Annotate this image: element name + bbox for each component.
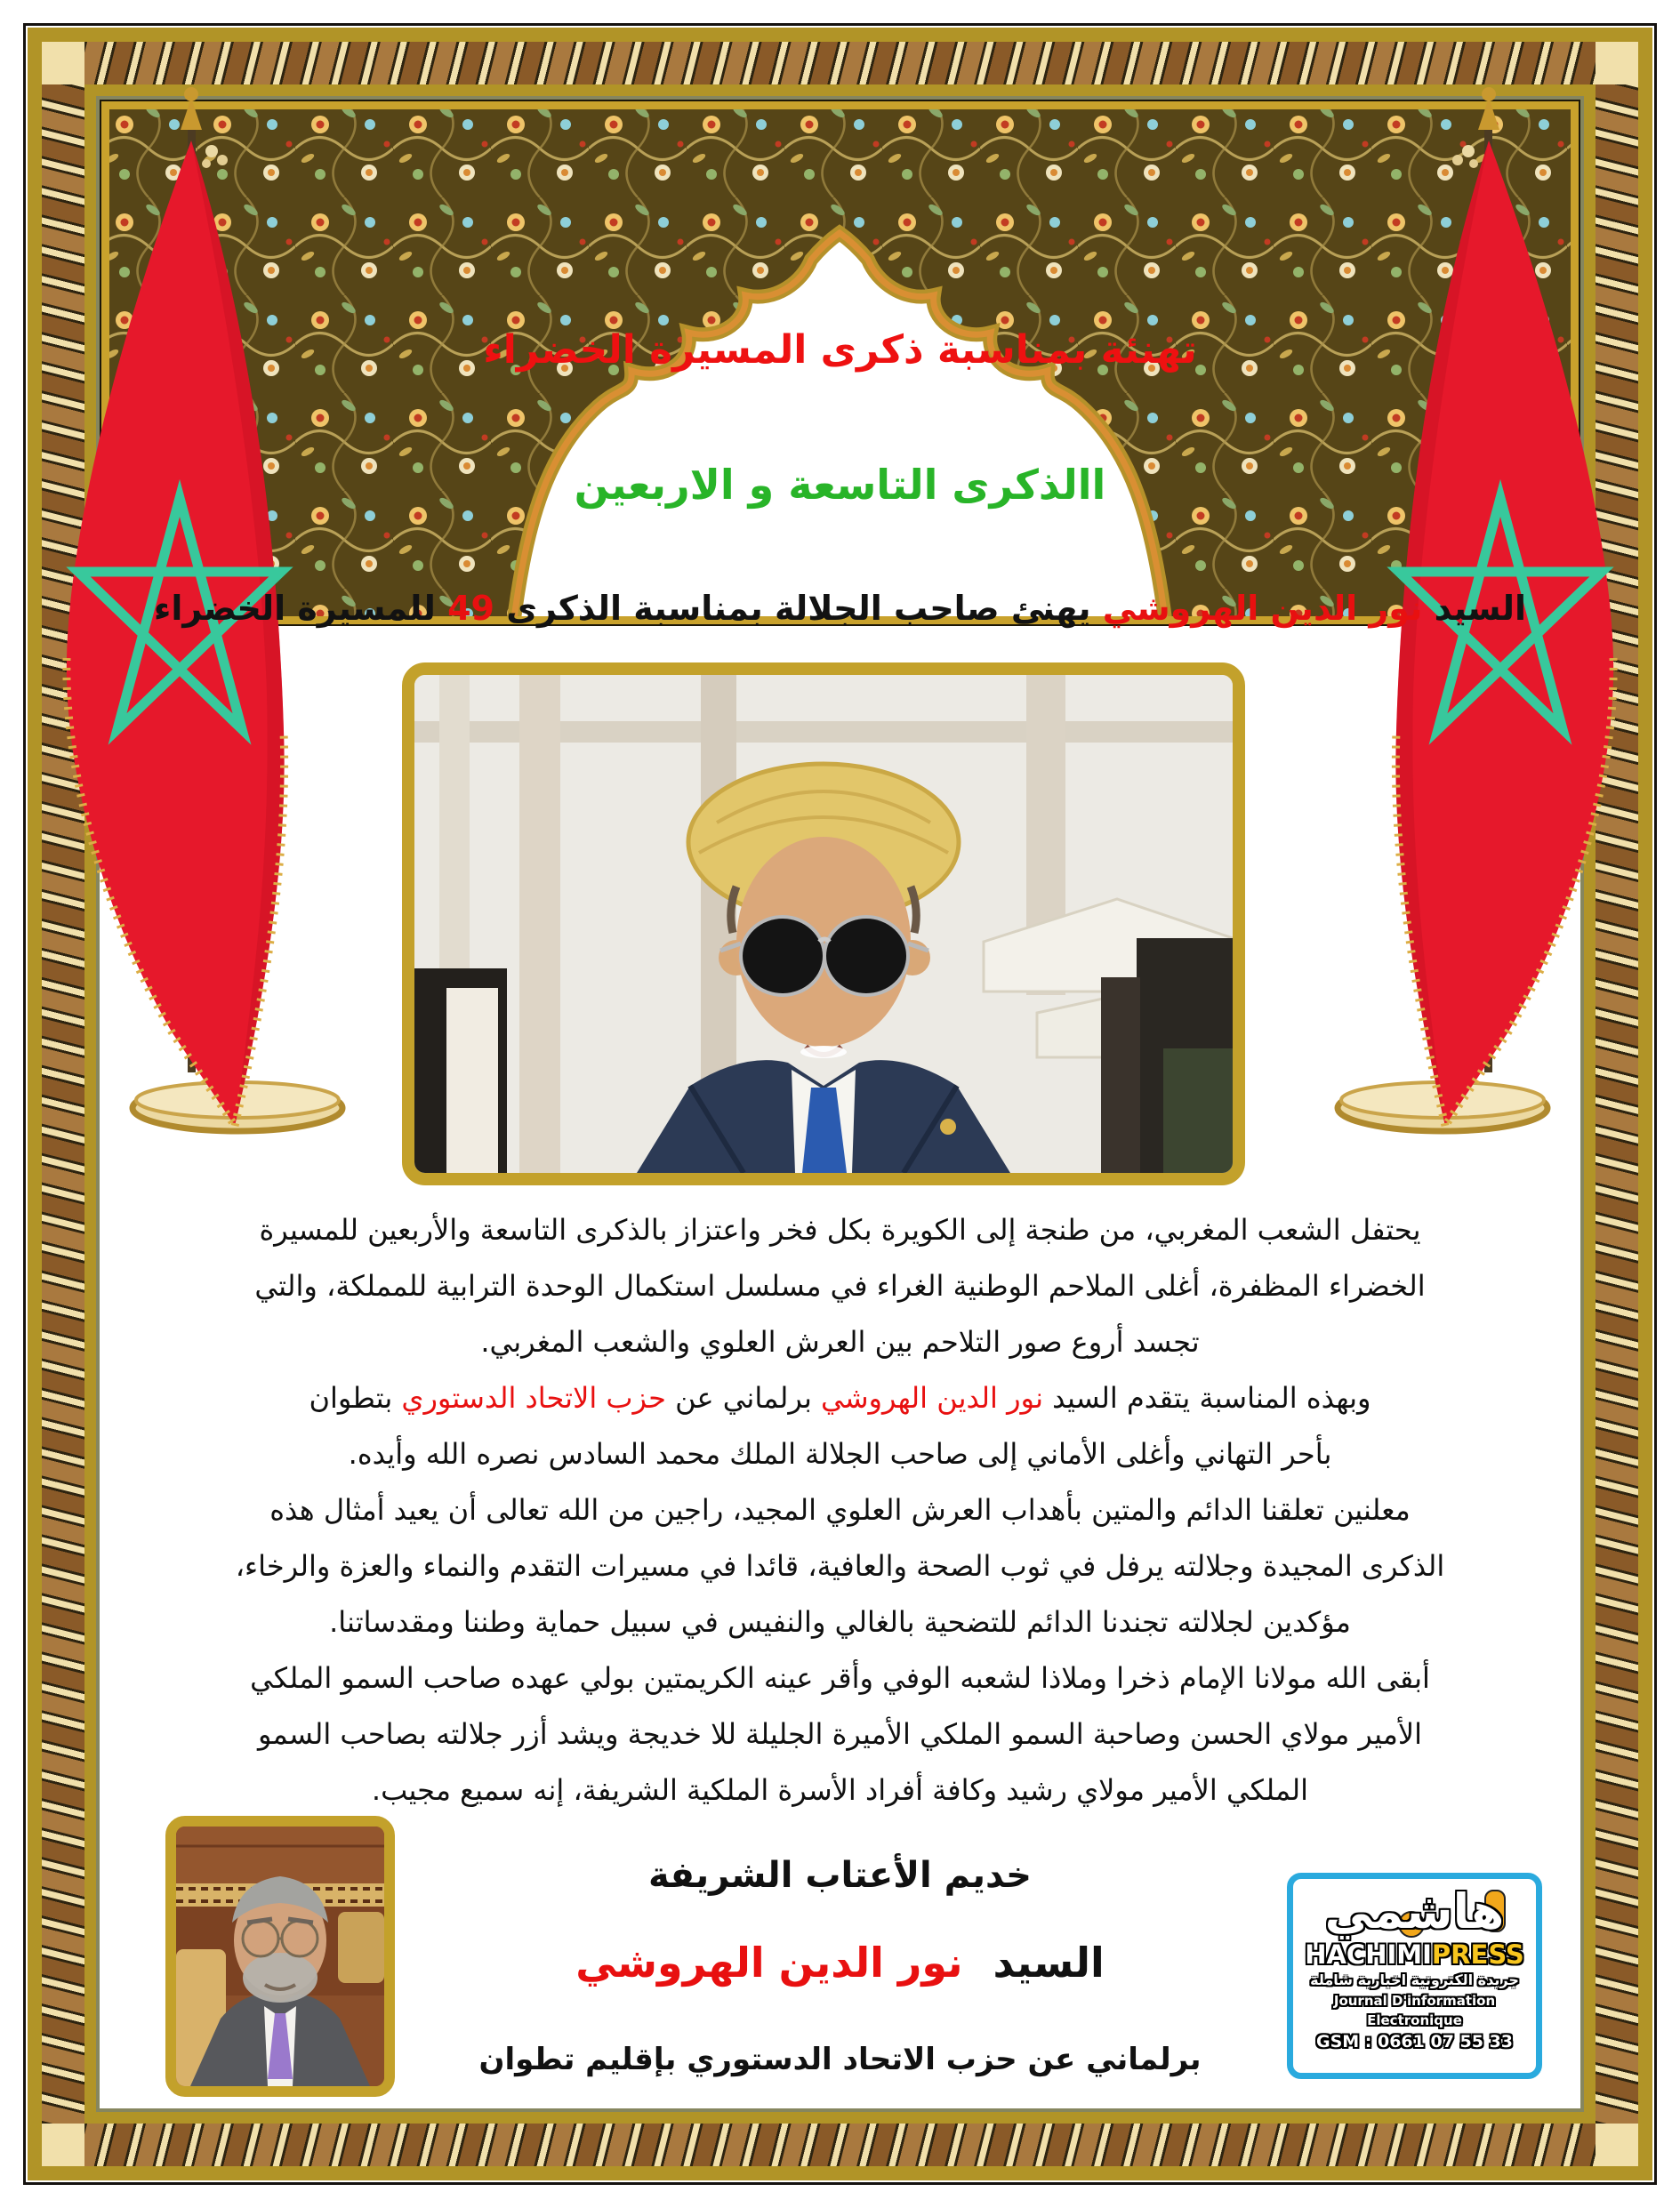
signature-line3: برلماني عن حزب الاتحاد الدستوري بإقليم تطوان bbox=[478, 2042, 1202, 2077]
body-line: الأمير مولاي الحسن وصاحبة السمو الملكي الأميرة الجليلة للا خديجة ويشد أزر جلالته بصاحب السمو bbox=[258, 1717, 1422, 1751]
subtitle-tail: للمسيرة الخضراء bbox=[153, 589, 436, 628]
body-line: الذكرى المجيدة وجلالته يرفل في ثوب الصحة والعافية، قائدا في مسيرات التقدم والنماء والعزة والرخاء، bbox=[235, 1549, 1445, 1583]
title-red: تهنئة بمناسبة ذكرى المسيرة الخضراء bbox=[483, 327, 1197, 373]
gray-beard bbox=[243, 1953, 318, 2003]
signature-name: نور الدين الهروشي bbox=[575, 1939, 963, 1987]
body-line: مؤكدين لجلالته تجندنا الدائم للتضحية بالغالي والنفيس في سبيل حماية وطننا ومقدساتنا. bbox=[329, 1605, 1351, 1639]
press-logo-tagline-ar: جريدة الكترونية اخبارية شاملة bbox=[1310, 1971, 1519, 1988]
press-logo-calligraphy: هاشمي bbox=[1324, 1883, 1505, 1939]
body-paragraph bbox=[114, 1202, 1566, 1819]
signature-sayyid: السيد bbox=[993, 1939, 1105, 1987]
body-line: الملكي الأمير مولاي رشيد وكافة أفراد الأسرة الملكية الشريفة، إنه سميع مجيب. bbox=[371, 1773, 1309, 1807]
press-logo-box bbox=[1287, 1873, 1542, 2079]
body-line: أبقى الله مولانا الإمام ذخرا وملاذا لشعبه الوفي وأقر عينه الكريمتين بولي عهده صاحب السمو الملكي bbox=[250, 1661, 1430, 1695]
king-portrait bbox=[402, 662, 1245, 1185]
press-logo-gsm: GSM : 0661 07 55 33 bbox=[1315, 2032, 1514, 2051]
body-line: بأحر التهاني وأغلى الأماني إلى صاحب الجلالة الملك محمد السادس نصره الله وأيده. bbox=[348, 1437, 1332, 1471]
member-portrait bbox=[165, 1816, 395, 2097]
subtitle-name: نور الدين الهروشي bbox=[1102, 589, 1423, 628]
body-line: الخضراء المظفرة، أغلى الملاحم الوطنية الغراء في مسلسل استكمال الوحدة الترابية للمملكة، والتي bbox=[254, 1269, 1426, 1303]
body-line: وبهذه المناسبة يتقدم السيد نور الدين الهروشي برلماني عن حزب الاتحاد الدستوري بتطوان bbox=[309, 1381, 1371, 1415]
body-line: يحتفل الشعب المغربي، من طنجة إلى الكويرة بكل فخر واعتزاز بالذكرى التاسعة والأربعين للمسيرة bbox=[259, 1213, 1421, 1247]
press-logo-tagline-fr: Journal D'information Electronique bbox=[1333, 1993, 1496, 2028]
subtitle-mid: يهنئ صاحب الجلالة بمناسبة الذكرى bbox=[506, 589, 1091, 628]
signature-line1: خديم الأعتاب الشريفة bbox=[648, 1855, 1032, 1896]
sunglasses bbox=[741, 917, 824, 995]
press-logo-brand: HACHIMIPRESS bbox=[1305, 1939, 1524, 1970]
flag-cloth bbox=[67, 141, 285, 1126]
subtitle-number: 49 bbox=[447, 589, 494, 628]
signature-line2 bbox=[427, 1939, 1253, 1987]
title-green: االذكرى التاسعة و الاربعين bbox=[574, 461, 1106, 509]
chain-pattern-bottom bbox=[84, 2124, 1596, 2166]
body-line: تجسد أروع صور التلاحم بين العرش العلوي والشعب المغربي. bbox=[480, 1325, 1200, 1359]
subtitle-sayyid: السيد bbox=[1434, 589, 1527, 628]
body-line: معلنين تعلقنا الدائم والمتين بأهداب العرش العلوي المجيد، راجين من الله تعالى أن يعيد أمثال هذه bbox=[269, 1493, 1411, 1527]
subtitle-line bbox=[105, 589, 1575, 628]
